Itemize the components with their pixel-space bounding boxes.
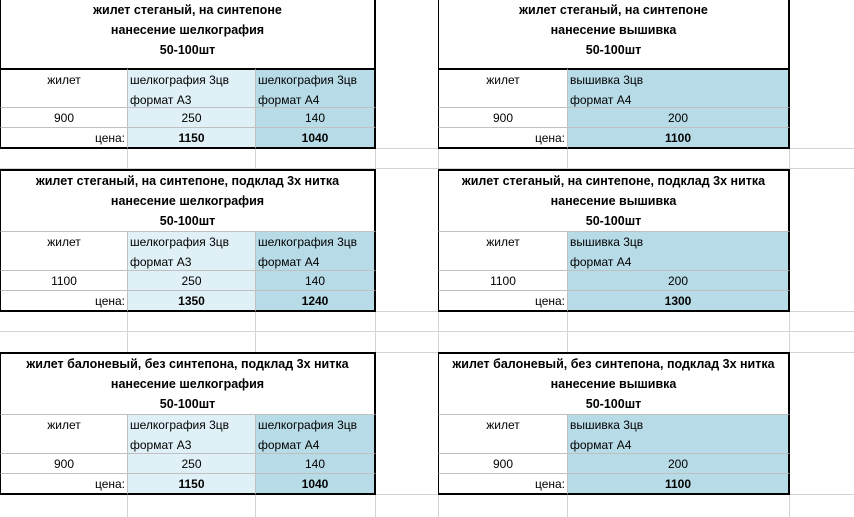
table-title (438, 352, 790, 414)
header-option-1[interactable] (128, 68, 256, 108)
vest-price-cell[interactable]: 900 (0, 454, 128, 474)
title-line: нанесение шелкография (110, 194, 265, 208)
total-label-cell[interactable]: цена: (0, 291, 128, 312)
option-2-price-cell[interactable]: 140 (256, 271, 376, 291)
title-line: нанесение шелкография (110, 23, 265, 37)
title-line: жилет балоневый, без синтепона, подклад 3х нитка (452, 357, 775, 371)
title-line: нанесение вышивка (550, 23, 677, 37)
option-1-price-cell[interactable]: 200 (568, 454, 790, 474)
header-option-2-line2: формат А4 (258, 93, 320, 107)
title-line: нанесение вышивка (550, 377, 677, 391)
header-option-2-line1: шелкография 3цв (258, 73, 358, 87)
header-option-1[interactable] (568, 414, 790, 454)
table-title (438, 169, 790, 231)
title-line: жилет стеганый, на синтепоне, подклад 3х нитка (461, 174, 766, 188)
title-line: 50-100шт (585, 214, 642, 228)
vest-price-cell[interactable]: 1100 (0, 271, 128, 291)
header-option-1[interactable] (568, 231, 790, 271)
option-2-price-cell[interactable]: 140 (256, 454, 376, 474)
header-option-1-line2: формат А4 (570, 438, 632, 452)
table-title (0, 169, 376, 231)
table-title (0, 352, 376, 414)
option-1-price-cell[interactable]: 200 (568, 271, 790, 291)
header-option-1-line1: вышивка 3цв (570, 418, 644, 432)
total-label-cell[interactable]: цена: (438, 474, 568, 495)
option-1-price-cell[interactable]: 200 (568, 108, 790, 128)
vest-price-cell[interactable]: 900 (438, 454, 568, 474)
option-1-price-cell[interactable]: 250 (128, 271, 256, 291)
total-1-cell[interactable]: 1100 (568, 474, 790, 495)
header-option-1-line2: формат А3 (130, 255, 192, 269)
header-option-1-line2: формат А3 (130, 93, 192, 107)
title-line: 50-100шт (585, 43, 642, 57)
header-option-1-line2: формат А3 (130, 438, 192, 452)
title-line: нанесение шелкография (110, 377, 265, 391)
total-1-cell[interactable]: 1150 (128, 474, 256, 495)
option-1-price-cell[interactable]: 250 (128, 108, 256, 128)
header-vest-label: жилет (486, 418, 520, 432)
title-line: жилет балоневый, без синтепона, подклад 3х нитка (26, 357, 349, 371)
total-label-cell[interactable]: цена: (438, 128, 568, 149)
header-vest-label: жилет (486, 235, 520, 249)
header-vest-label: жилет (486, 73, 520, 87)
total-1-cell[interactable]: 1100 (568, 128, 790, 149)
header-option-1[interactable] (568, 68, 790, 108)
vest-price-cell[interactable]: 1100 (438, 271, 568, 291)
total-2-cell[interactable]: 1040 (256, 128, 376, 149)
total-2-cell[interactable]: 1040 (256, 474, 376, 495)
header-option-1[interactable] (128, 231, 256, 271)
header-vest[interactable] (438, 68, 568, 108)
grid-row-line (0, 331, 854, 332)
total-label-cell[interactable]: цена: (0, 128, 128, 149)
header-vest[interactable] (0, 68, 128, 108)
title-line: 50-100шт (159, 397, 216, 411)
header-vest[interactable] (0, 231, 128, 271)
title-line: жилет стеганый, на синтепоне (93, 3, 282, 17)
title-line: жилет стеганый, на синтепоне (519, 3, 708, 17)
title-line: 50-100шт (159, 214, 216, 228)
title-line: 50-100шт (585, 397, 642, 411)
total-1-cell[interactable]: 1350 (128, 291, 256, 312)
title-line: жилет стеганый, на синтепоне, подклад 3х нитка (35, 174, 340, 188)
header-option-2-line2: формат А4 (258, 255, 320, 269)
header-option-1-line1: шелкография 3цв (130, 235, 230, 249)
header-option-1-line2: формат А4 (570, 93, 632, 107)
total-1-cell[interactable]: 1300 (568, 291, 790, 312)
header-option-2-line1: шелкография 3цв (258, 235, 358, 249)
vest-price-cell[interactable]: 900 (438, 108, 568, 128)
vest-price-cell[interactable]: 900 (0, 108, 128, 128)
option-2-price-cell[interactable]: 140 (256, 108, 376, 128)
header-vest[interactable] (438, 414, 568, 454)
header-option-1-line2: формат А4 (570, 255, 632, 269)
header-option-2-line2: формат А4 (258, 438, 320, 452)
header-option-1[interactable] (128, 414, 256, 454)
header-vest[interactable] (0, 414, 128, 454)
header-option-1-line1: вышивка 3цв (570, 235, 644, 249)
header-option-1-line1: шелкография 3цв (130, 418, 230, 432)
option-1-price-cell[interactable]: 250 (128, 454, 256, 474)
total-2-cell[interactable]: 1240 (256, 291, 376, 312)
header-option-2[interactable] (256, 231, 376, 271)
title-line: нанесение вышивка (550, 194, 677, 208)
header-vest-label: жилет (47, 235, 81, 249)
header-option-2[interactable] (256, 68, 376, 108)
title-line: 50-100шт (159, 43, 216, 57)
header-vest-label: жилет (47, 73, 81, 87)
total-label-cell[interactable]: цена: (0, 474, 128, 495)
table-title (0, 0, 376, 68)
header-option-1-line1: шелкография 3цв (130, 73, 230, 87)
header-option-2[interactable] (256, 414, 376, 454)
header-option-1-line1: вышивка 3цв (570, 73, 644, 87)
header-vest-label: жилет (47, 418, 81, 432)
header-vest[interactable] (438, 231, 568, 271)
total-label-cell[interactable]: цена: (438, 291, 568, 312)
header-option-2-line1: шелкография 3цв (258, 418, 358, 432)
table-title (438, 0, 790, 68)
total-1-cell[interactable]: 1150 (128, 128, 256, 149)
